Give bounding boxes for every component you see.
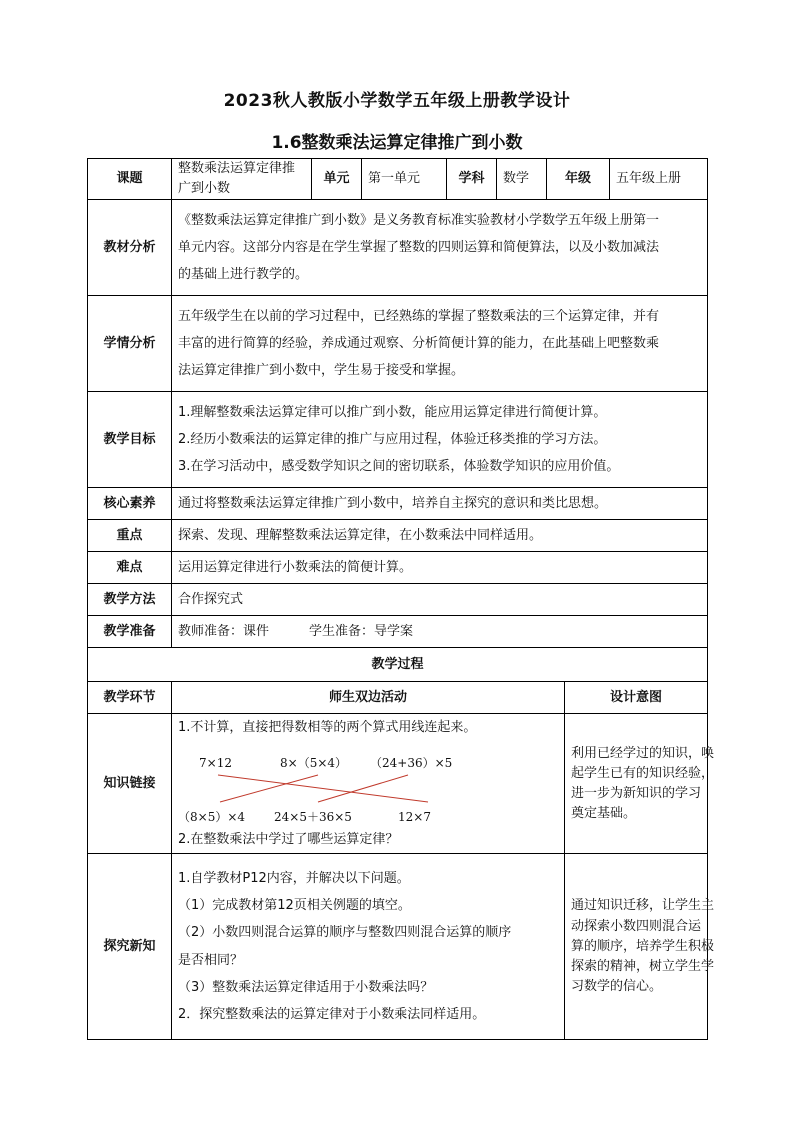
stage-knowledge-link-row [88, 714, 708, 854]
teaching-goal-line: 1.理解整数乘法运算定律可以推广到小数，能应用运算定律进行简便计算。 [178, 404, 607, 420]
teaching-method-content: 合作探究式 [172, 584, 708, 616]
explore-line: 1.自学教材P12内容，并解决以下问题。 [178, 870, 410, 886]
design-line: 算的顺序，培养学生积极 [571, 938, 715, 954]
design-line: 进一步为新知识的学习 [571, 785, 702, 801]
process-heading-row [88, 648, 708, 682]
textbook-analysis-line: 《整数乘法运算定律推广到小数》是义务教育标准实验教材小学数学五年级上册第一 [178, 212, 660, 228]
expr-bottom-3: 12×7 [398, 809, 431, 824]
stage-knowledge-link-activity [172, 714, 565, 854]
grade-value: 五年级上册 [610, 159, 708, 200]
student-analysis-content [172, 296, 708, 392]
student-analysis-line: 五年级学生在以前的学习过程中，已经熟练的掌握了整数乘法的三个运算定律，并有 [178, 308, 660, 324]
design-line: 习数学的信心。 [571, 978, 663, 994]
teaching-method-label: 教学方法 [88, 584, 172, 616]
subject-label: 学科 [447, 159, 497, 200]
col-design-header: 设计意图 [565, 682, 708, 714]
document-title: 2023秋人教版小学数学五年级上册教学设计 [223, 91, 571, 111]
lesson-plan-table [87, 158, 715, 1040]
core-literacy-label: 核心素养 [88, 488, 172, 520]
teaching-prep-label: 教学准备 [88, 616, 172, 648]
explore-line: 是否相同？ [178, 952, 244, 968]
design-line: 利用已经学过的知识，唤 [571, 745, 715, 761]
textbook-analysis-label: 教材分析 [88, 200, 172, 296]
student-prep: 学生准备：导学案 [309, 623, 414, 639]
explore-line: 2．探究整数乘法的运算定律对于小数乘法同样适用。 [178, 1007, 486, 1023]
key-point-label: 重点 [88, 520, 172, 552]
stage-explore-activity [172, 854, 565, 1040]
design-line: 奠定基础。 [571, 805, 637, 821]
grade-label: 年级 [547, 159, 610, 200]
teaching-prep-row [88, 616, 708, 648]
process-columns-row [88, 682, 708, 714]
teaching-goals-row [88, 392, 708, 488]
key-point-content: 探索、发现、理解整数乘法运算定律，在小数乘法中同样适用。 [172, 520, 708, 552]
teaching-goals-label: 教学目标 [88, 392, 172, 488]
teaching-goals-content [172, 392, 708, 488]
question-1: 1.不计算，直接把得数相等的两个算式用线连起来。 [178, 719, 477, 735]
topic-value: 整数乘法运算定律推广到小数 [172, 159, 312, 200]
stage-knowledge-link-design [565, 714, 715, 854]
design-line: 动探索小数四则混合运 [571, 918, 702, 934]
process-heading: 教学过程 [88, 648, 708, 682]
difficult-point-label: 难点 [88, 552, 172, 584]
core-literacy-row [88, 488, 708, 520]
design-line: 起学生已有的知识经验， [571, 765, 715, 781]
unit-value: 第一单元 [362, 159, 447, 200]
stage-explore-row [88, 854, 708, 1040]
textbook-analysis-row [88, 200, 708, 296]
match-line-2 [220, 775, 318, 802]
difficult-point-row [88, 552, 708, 584]
teaching-prep-content [172, 616, 708, 648]
col-activity-header: 师生双边活动 [172, 682, 565, 714]
student-analysis-line: 法运算定律推广到小数中，学生易于接受和掌握。 [178, 363, 465, 379]
expr-top-2: 8×（5×4） [280, 755, 348, 770]
topic-label: 课题 [88, 159, 172, 200]
question-2: 2.在整数乘法中学过了哪些运算定律？ [178, 831, 399, 847]
design-line: 通过知识迁移，让学生主 [571, 898, 715, 914]
teacher-prep: 教师准备：课件 [178, 623, 270, 639]
stage-explore-design [565, 854, 715, 1040]
expr-top-1: 7×12 [199, 755, 232, 770]
student-analysis-label: 学情分析 [88, 296, 172, 392]
stage-explore-label: 探究新知 [88, 854, 172, 1040]
design-line: 探索的精神，树立学生学 [571, 958, 715, 974]
unit-label: 单元 [312, 159, 362, 200]
core-literacy-content: 通过将整数乘法运算定律推广到小数中，培养自主探究的意识和类比思想。 [172, 488, 708, 520]
textbook-analysis-line: 的基础上进行教学的。 [178, 267, 309, 283]
student-analysis-line: 丰富的进行简算的经验，养成通过观察、分析简便计算的能力，在此基础上吧整数乘 [178, 336, 660, 352]
teaching-method-row [88, 584, 708, 616]
matching-diagram [178, 740, 498, 830]
header-row [88, 159, 708, 200]
stage-knowledge-link-label: 知识链接 [88, 714, 172, 854]
teaching-goal-line: 2.经历小数乘法的运算定律的推广与应用过程，体验迁移类推的学习方法。 [178, 432, 607, 448]
expr-bottom-2: 24×5＋36×5 [274, 809, 352, 824]
textbook-analysis-line: 单元内容。这部分内容是在学生掌握了整数的四则运算和简便算法，以及小数加减法 [178, 240, 660, 256]
difficult-point-content: 运用运算定律进行小数乘法的简便计算。 [172, 552, 708, 584]
col-stage-header: 教学环节 [88, 682, 172, 714]
student-analysis-row [88, 296, 708, 392]
explore-line: （2）小数四则混合运算的顺序与整数四则混合运算的顺序 [178, 925, 512, 941]
expr-bottom-1: （8×5）×4 [178, 809, 246, 824]
lesson-title: 1.6整数乘法运算定律推广到小数 [271, 133, 523, 153]
expr-top-3: （24+36）×5 [370, 755, 453, 770]
explore-line: （3）整数乘法运算定律适用于小数乘法吗？ [178, 980, 434, 996]
match-line-1 [218, 775, 428, 802]
subject-value: 数学 [497, 159, 547, 200]
key-point-row [88, 520, 708, 552]
explore-line: （1）完成教材第12页相关例题的填空。 [178, 898, 411, 914]
textbook-analysis-content [172, 200, 708, 296]
teaching-goal-line: 3.在学习活动中，感受数学知识之间的密切联系，体验数学知识的应用价值。 [178, 459, 620, 475]
